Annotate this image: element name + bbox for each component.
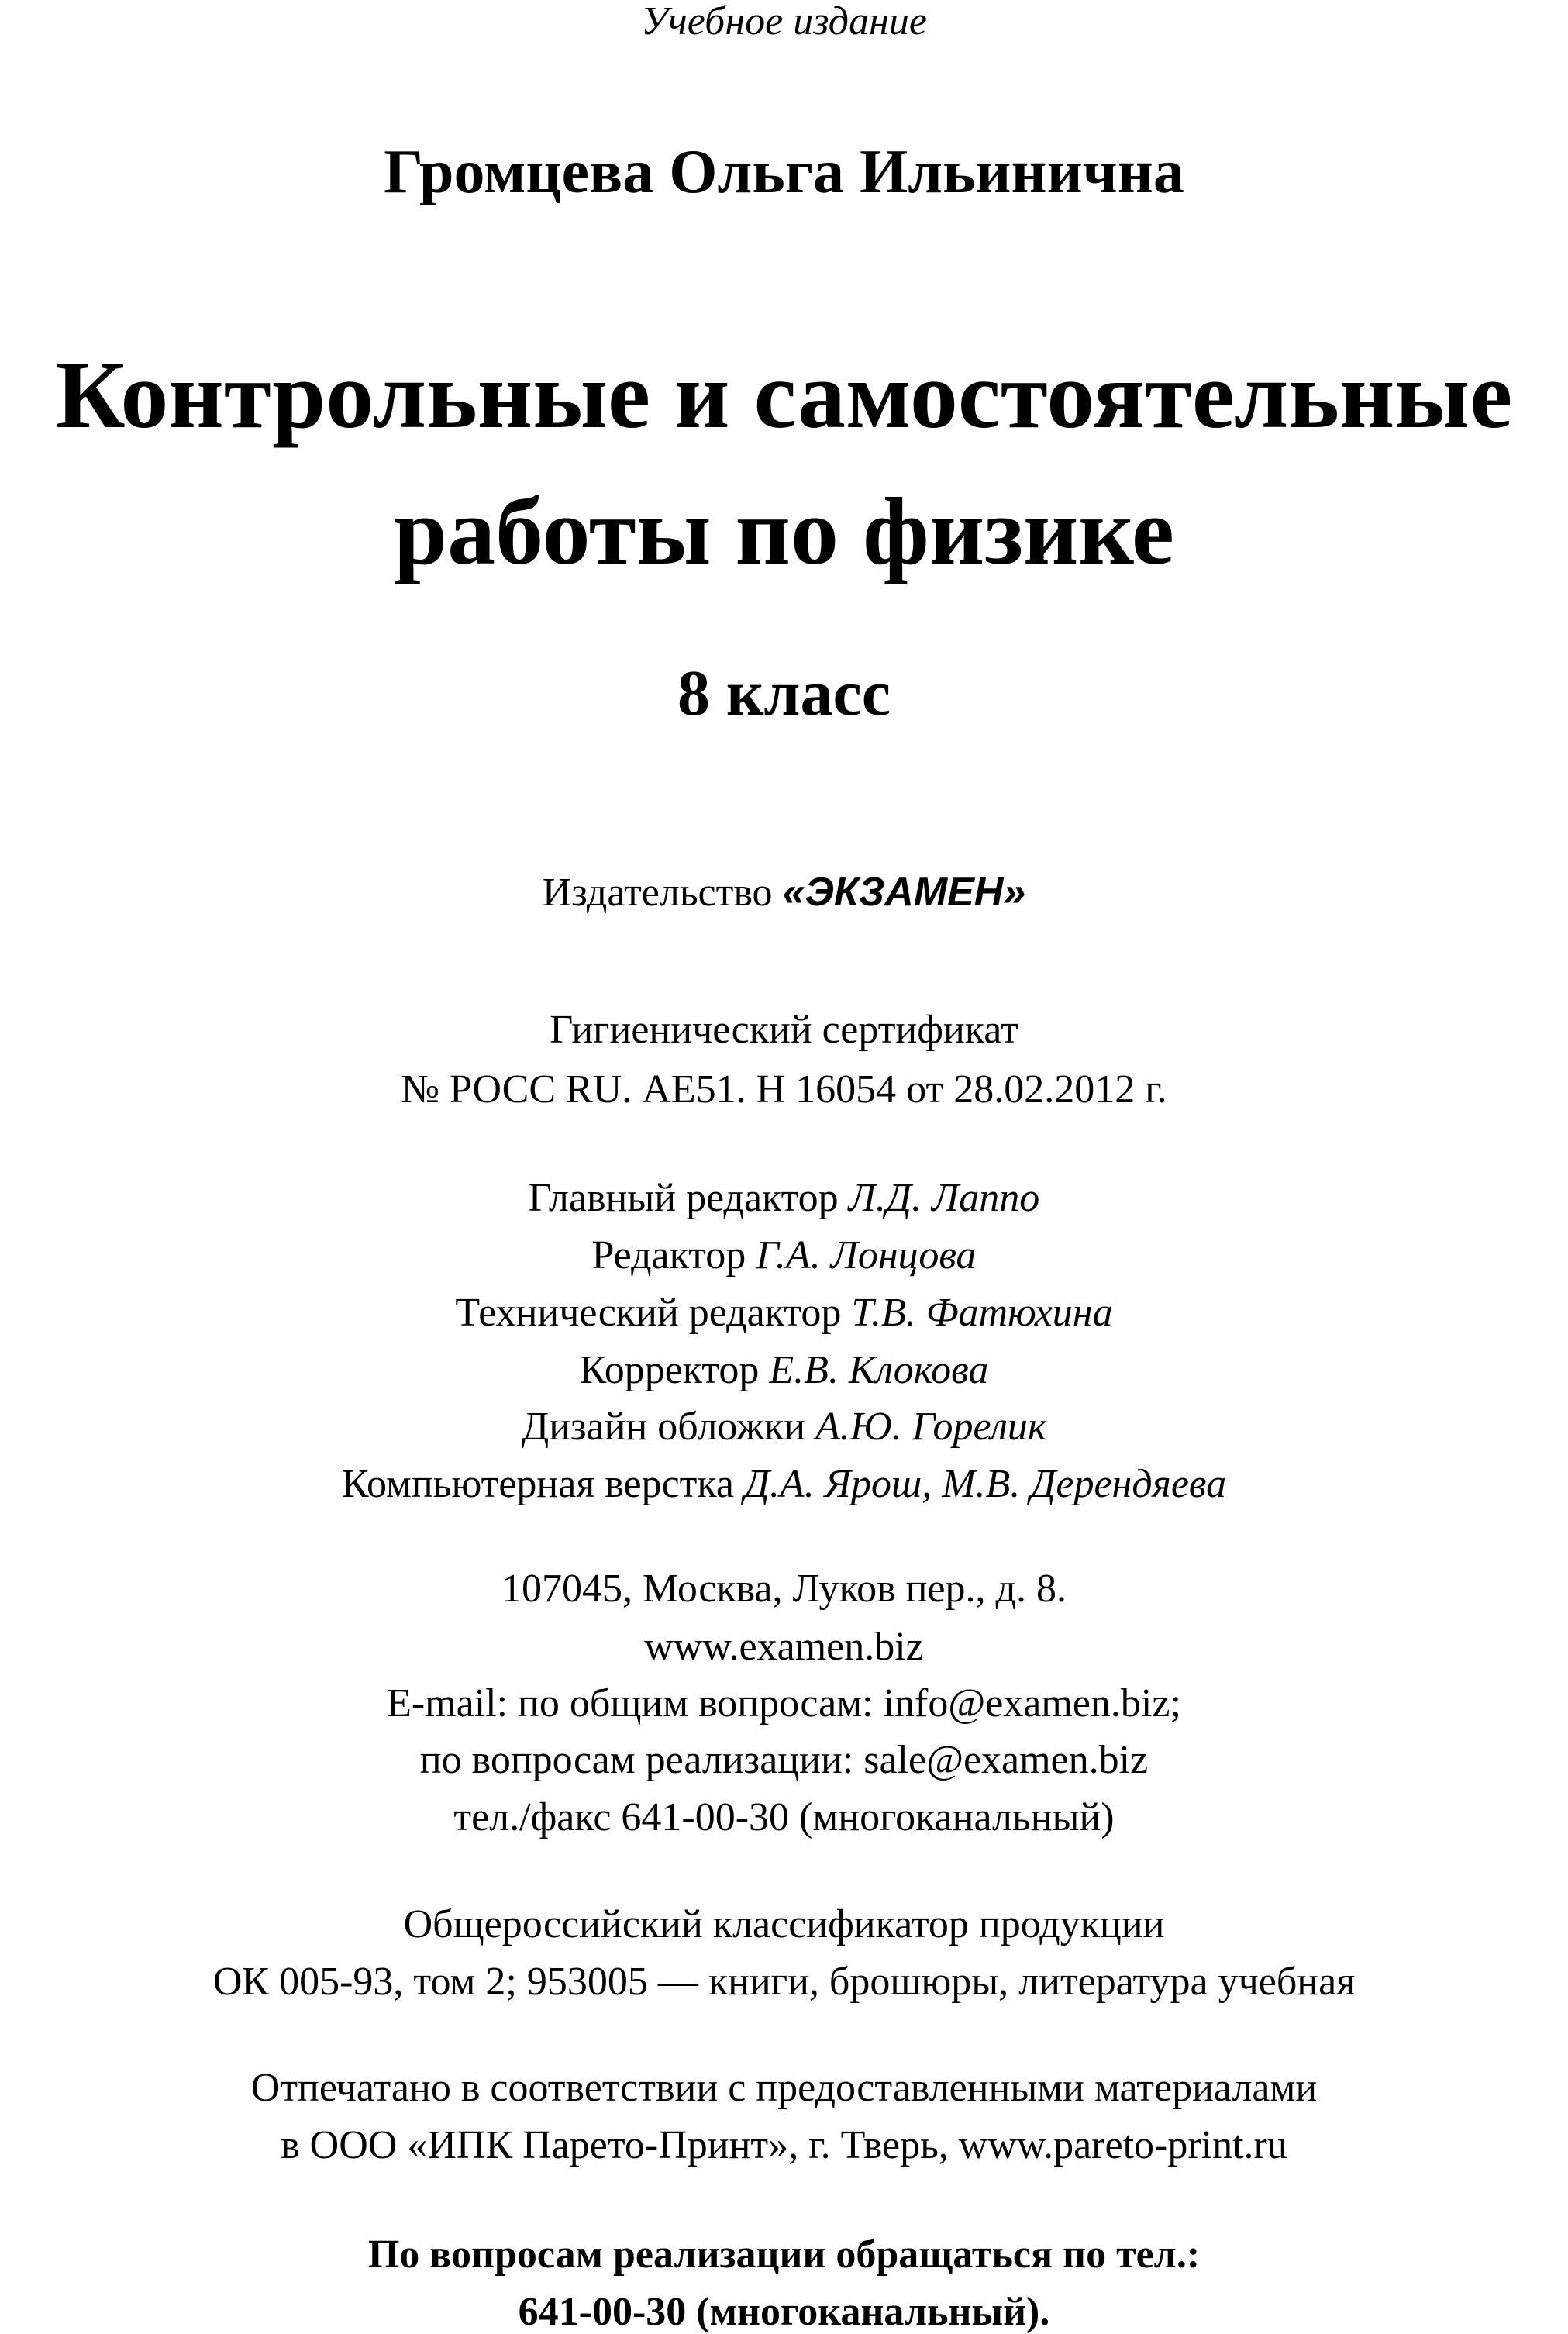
publisher-label: Издательство bbox=[542, 871, 773, 915]
address-phone: тел./факс 641-00-30 (многоканальный) bbox=[453, 1795, 1115, 1839]
address-email-sales: по вопросам реализации: sale@examen.biz bbox=[419, 1738, 1149, 1782]
credit-editor bbox=[0, 1233, 1568, 1277]
credit-proofreader bbox=[0, 1350, 1568, 1391]
grade-label: 8 класс bbox=[677, 657, 891, 729]
credit-role: Технический редактор bbox=[455, 1291, 842, 1335]
address-street: 107045, Москва, Луков пер., д. 8. bbox=[501, 1567, 1067, 1611]
sales-contact-title: По вопросам реализации обращаться по тел.: bbox=[367, 2232, 1201, 2277]
sales-contact-phone: 641-00-30 (многоканальный). bbox=[518, 2290, 1050, 2334]
credit-person: Л.Д. Лаппо bbox=[848, 1176, 1040, 1220]
address-email-general: E-mail: по общим вопросам: info@examen.biz; bbox=[387, 1681, 1181, 1726]
credit-role: Компьютерная верстка bbox=[341, 1462, 734, 1506]
author-name: Громцева Ольга Ильинична bbox=[384, 138, 1184, 206]
printing-note: Отпечатано в соответствии с предоставленными материалами bbox=[250, 2066, 1318, 2110]
credit-role: Корректор bbox=[579, 1348, 760, 1392]
classifier-title: Общероссийский классификатор продукции bbox=[403, 1902, 1165, 1946]
credit-person: Д.А. Ярош, М.В. Дерендяева bbox=[743, 1462, 1227, 1506]
credit-person: Т.В. Фатюхина bbox=[851, 1291, 1113, 1335]
publisher-line bbox=[0, 872, 1568, 913]
classifier-code: ОК 005-93, том 2; 953005 — книги, брошюры, литература учебная bbox=[212, 1960, 1356, 2004]
book-title-line-1: Контрольные и самостоятельные bbox=[55, 342, 1513, 448]
credit-person: Е.В. Клокова bbox=[769, 1348, 989, 1392]
book-title-line-2: работы по физике bbox=[394, 478, 1174, 584]
certificate-title: Гигиенический сертификат bbox=[550, 1008, 1018, 1052]
printing-house: в ООО «ИПК Парето-Принт», г. Тверь, www.pareto-print.ru bbox=[281, 2123, 1287, 2167]
credit-role: Дизайн обложки bbox=[521, 1405, 806, 1449]
credit-technical-editor bbox=[0, 1293, 1568, 1333]
address-website: www.examen.biz bbox=[644, 1625, 924, 1669]
credit-role: Редактор bbox=[591, 1233, 746, 1277]
credit-layout bbox=[0, 1464, 1568, 1505]
credit-person: Г.А. Лонцова bbox=[756, 1233, 977, 1277]
edition-type: Учебное издание bbox=[640, 0, 927, 43]
credit-cover-design bbox=[0, 1407, 1568, 1447]
credit-role: Главный редактор bbox=[528, 1176, 839, 1220]
certificate-number: № РОСС RU. АЕ51. Н 16054 от 28.02.2012 г. bbox=[401, 1067, 1167, 1112]
publisher-name: «ЭКЗАМЕН» bbox=[782, 870, 1026, 915]
credit-person: А.Ю. Горелик bbox=[815, 1405, 1047, 1449]
credit-chief-editor bbox=[0, 1178, 1568, 1219]
